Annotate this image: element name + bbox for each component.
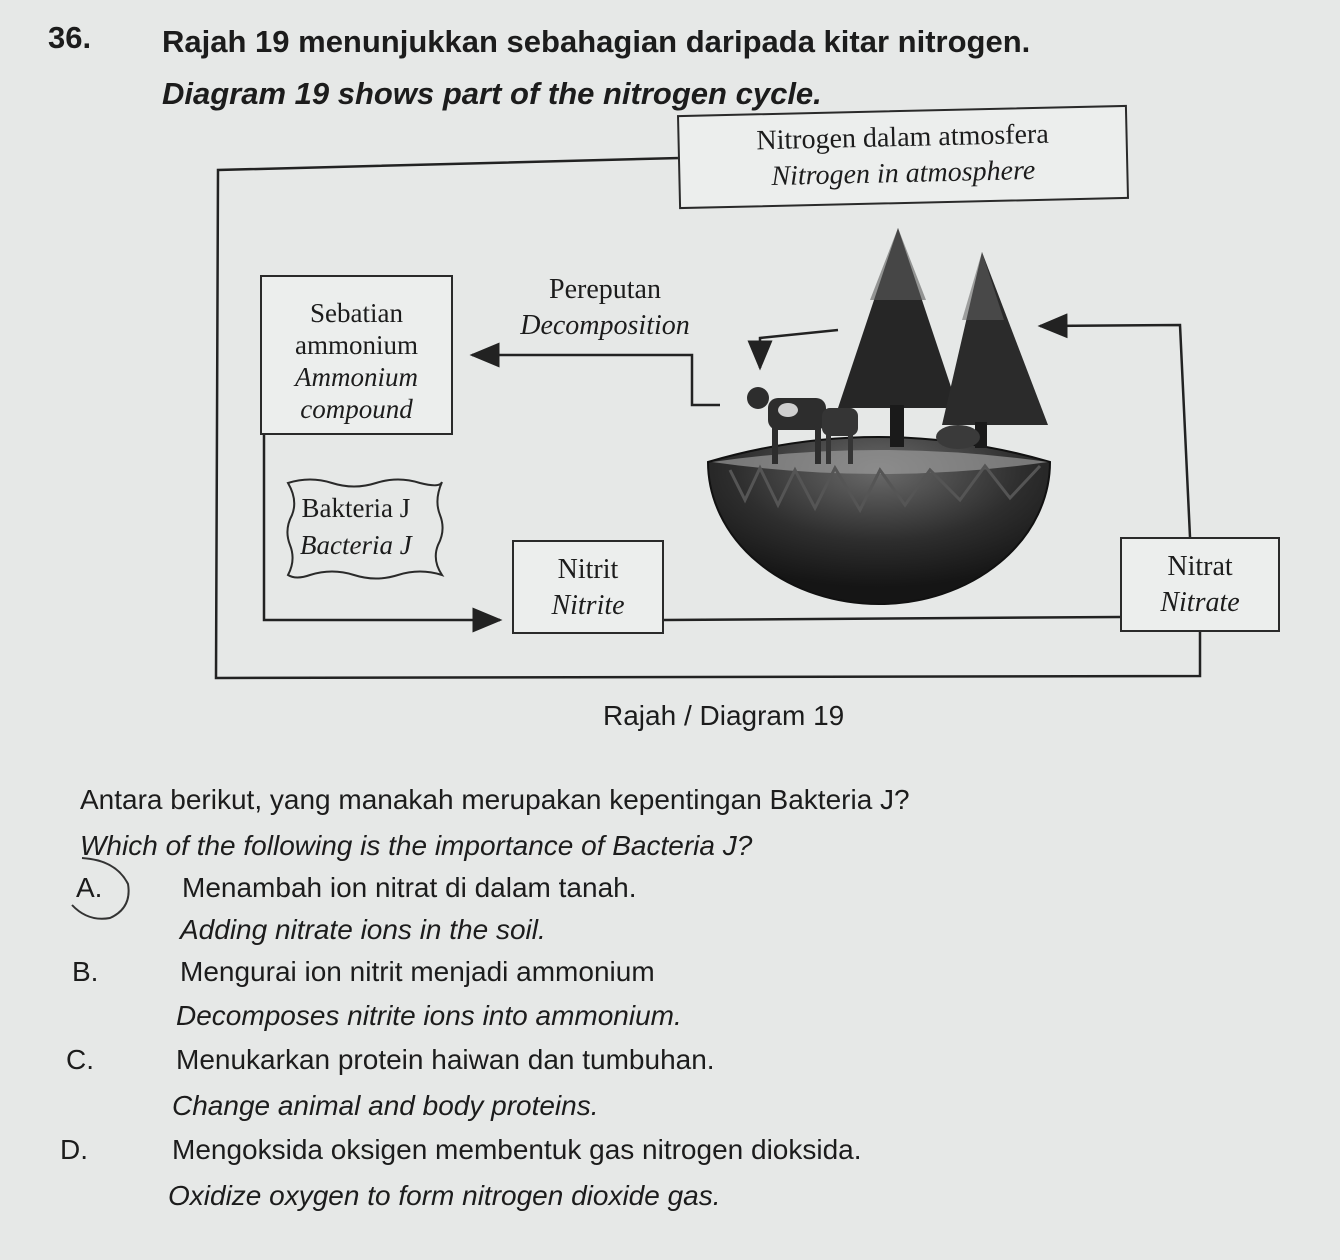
diagram-caption: Rajah / Diagram 19: [603, 700, 845, 731]
option-c-text-ms: Menukarkan protein haiwan dan tumbuhan.: [176, 1044, 715, 1075]
nitrite-box: [512, 540, 664, 634]
ammonium-label-ms-2: ammonium: [295, 330, 418, 360]
organisms-arrow: [760, 330, 838, 368]
decomposition-label-ms: Pereputan: [549, 274, 661, 305]
nitrite-label-ms: Nitrit: [557, 554, 619, 585]
option-a-text-en: Adding nitrate ions in the soil.: [180, 914, 546, 945]
option-d-text-en: Oxidize oxygen to form nitrogen dioxide gas.: [168, 1180, 721, 1211]
ammonium-label-ms-1: Sebatian: [310, 298, 403, 328]
nitrite-to-nitrate-line: [664, 617, 1120, 620]
prompt-ms: Antara berikut, yang manakah merupakan kepentingan Bakteria J?: [80, 784, 910, 815]
nitrate-box: [1120, 537, 1280, 632]
atmosphere-label-en: Nitrogen in atmosphere: [771, 155, 1036, 192]
question-number: 36.: [48, 20, 92, 55]
option-b-text-en: Decomposes nitrite ions into ammonium.: [176, 1000, 682, 1031]
option-d-text-ms: Mengoksida oksigen membentuk gas nitrogen dioksida.: [172, 1134, 862, 1165]
option-b-text-ms: Mengurai ion nitrit menjadi ammonium: [180, 956, 655, 987]
nitrite-label-en: Nitrite: [551, 590, 625, 621]
prompt-en: Which of the following is the importance of Bacteria J?: [80, 830, 753, 861]
option-a-text-ms: Menambah ion nitrat di dalam tanah.: [182, 872, 637, 903]
nitrate-to-plants-arrow: [1040, 325, 1190, 537]
decomposition-label: [505, 272, 705, 344]
option-d-letter: D.: [60, 1134, 88, 1165]
option-b-letter: B.: [72, 956, 99, 987]
atmosphere-label-ms: Nitrogen dalam atmosfera: [756, 118, 1050, 157]
atmosphere-box: [677, 105, 1129, 209]
nitrate-label-ms: Nitrat: [1167, 551, 1233, 582]
question-stem-ms: Rajah 19 menunjukkan sebahagian daripada kitar nitrogen.: [162, 24, 1031, 59]
bacteria-label-ms: Bakteria J: [301, 493, 411, 523]
bacteria-j-label: [300, 490, 412, 564]
ammonium-compound-box: [260, 275, 453, 435]
option-c-text-en: Change animal and body proteins.: [172, 1090, 599, 1121]
ammonium-label-en-2: compound: [300, 394, 413, 424]
decomposition-arrow: [472, 355, 720, 405]
option-a-letter: A.: [76, 872, 103, 903]
question-stem-en: Diagram 19 shows part of the nitrogen cycle.: [162, 76, 822, 111]
bacteria-label-en: Bacteria J: [300, 530, 412, 560]
option-c-letter: C.: [66, 1044, 94, 1075]
ecosystem-illustration: [708, 228, 1050, 604]
decomposition-label-en: Decomposition: [520, 310, 690, 341]
ammonium-label-en-1: Ammonium: [295, 362, 418, 392]
nitrate-label-en: Nitrate: [1160, 587, 1240, 618]
